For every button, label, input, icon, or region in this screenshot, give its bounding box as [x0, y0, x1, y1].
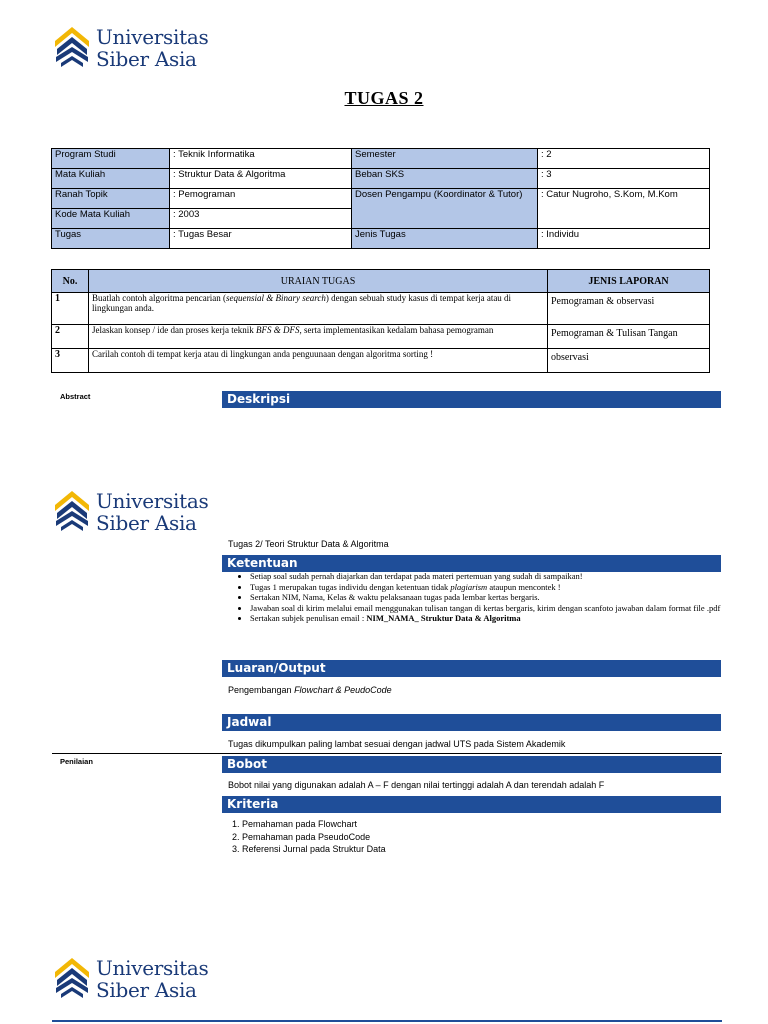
- kriteria-list: [228, 818, 386, 856]
- ranah-topik-label: Ranah Topik: [52, 189, 170, 209]
- luaran-text: [228, 685, 392, 695]
- logo-text-line2: Siber Asia: [96, 47, 197, 71]
- table-row: [52, 349, 710, 373]
- rule-text-italic: plagiarism: [450, 581, 488, 592]
- footer-rule: [52, 1020, 722, 1022]
- task-text-italic: BFS & DFS: [255, 325, 300, 335]
- task-text-italic: sequensial & Binary search: [225, 293, 326, 303]
- luaran-text-italic: Flowchart & PeudoCode: [294, 685, 392, 695]
- table-row: [52, 229, 710, 249]
- ranah-topik-value: : Pemograman: [170, 189, 352, 209]
- task-text: Carilah contoh di tempat kerja atau di lingkungan anda penguunaan dengan algoritma sorting !: [92, 349, 434, 359]
- column-header-uraian: URAIAN TUGAS: [89, 270, 548, 293]
- column-header-jenis: JENIS LAPORAN: [548, 270, 710, 293]
- luaran-heading: Luaran/Output: [222, 660, 721, 677]
- rule-text: Jawaban soal di kirim melalui email menggunakan tulisan tangan di kertas bergaris, kirim dengan scanfoto jawaban dalam format file .pdf: [250, 602, 721, 613]
- rule-text: Setiap soal sudah pernah diajarkan dan terdapat pada materi pertemuan yang sudah di sampaikan!: [250, 571, 583, 581]
- logo-text-line1: Universitas: [96, 489, 209, 513]
- rule-text: ataupun mencontek !: [487, 581, 561, 592]
- jenis-tugas-label: Jenis Tugas: [352, 229, 538, 249]
- university-emblem-icon: [53, 489, 91, 535]
- tugas-label: Tugas: [52, 229, 170, 249]
- penilaian-label: Penilaian: [60, 757, 93, 766]
- table-header-row: [52, 270, 710, 293]
- list-item: 1. Pemahaman pada Flowchart: [242, 818, 386, 831]
- dosen-value: : Catur Nugroho, S.Kom, M.Kom: [538, 189, 710, 229]
- list-item: [250, 613, 740, 624]
- rule-text: Tugas 1 merupakan tugas individu dengan ketentuan tidak: [250, 581, 451, 592]
- task-table: [51, 269, 710, 373]
- bobot-text: Bobot nilai yang digunakan adalah A – F dengan nilai tertinggi adalah A dan terendah adalah F: [228, 780, 605, 790]
- page-title: TUGAS 2: [344, 88, 424, 108]
- task-number: 1: [52, 293, 89, 325]
- university-logo: [53, 489, 213, 537]
- kode-value: : 2003: [170, 209, 352, 229]
- university-logo: [53, 956, 213, 1004]
- rule-text: Sertakan subjek penulisan email :: [250, 613, 367, 623]
- jadwal-text: Tugas dikumpulkan paling lambat sesuai dengan jadwal UTS pada Sistem Akademik: [228, 739, 566, 749]
- university-emblem-icon: [53, 25, 91, 71]
- list-item: [250, 571, 740, 582]
- list-item: [250, 582, 740, 593]
- task-description: [89, 349, 548, 373]
- course-info-table: [51, 148, 710, 249]
- university-emblem-icon: [53, 956, 91, 1002]
- task-text: Jelaskan konsep / ide dan proses kerja teknik: [92, 325, 256, 335]
- kriteria-heading: Kriteria: [222, 796, 721, 813]
- kode-label: Kode Mata Kuliah: [52, 209, 170, 229]
- ketentuan-heading: Ketentuan: [222, 555, 721, 572]
- column-header-no: No.: [52, 270, 89, 293]
- task-report-type: Pemograman & observasi: [548, 293, 710, 325]
- luaran-text-plain: Pengembangan: [228, 685, 295, 695]
- mata-kuliah-label: Mata Kuliah: [52, 169, 170, 189]
- section-divider: [52, 753, 722, 754]
- jenis-tugas-value: : Individu: [538, 229, 710, 249]
- task-report-type: observasi: [548, 349, 710, 373]
- list-item: [250, 592, 740, 603]
- jadwal-heading: Jadwal: [222, 714, 721, 731]
- task-text: ) dengan sebuah study kasus di tempat kerja atau di lingkungan anda.: [92, 293, 512, 313]
- beban-sks-label: Beban SKS: [352, 169, 538, 189]
- rule-text-bold: NIM_NAMA_ Struktur Data & Algoritma: [366, 613, 521, 623]
- university-logo: [53, 25, 213, 73]
- program-studi-value: : Teknik Informatika: [170, 149, 352, 169]
- task-text: , serta implementasikan kedalam bahasa pemograman: [299, 325, 494, 335]
- mata-kuliah-value: : Struktur Data & Algoritma: [170, 169, 352, 189]
- task-number: 2: [52, 325, 89, 349]
- deskripsi-text: Tugas 2/ Teori Struktur Data & Algoritma: [228, 539, 389, 549]
- beban-sks-value: : 3: [538, 169, 710, 189]
- task-report-type: Pemograman & Tulisan Tangan: [548, 325, 710, 349]
- task-description: [89, 293, 548, 325]
- list-item: 3. Referensi Jurnal pada Struktur Data: [242, 843, 386, 856]
- abstract-label: Abstract: [60, 392, 91, 401]
- task-text: Buatlah contoh algoritma pencarian (: [92, 293, 226, 303]
- semester-value: : 2: [538, 149, 710, 169]
- table-row: [52, 189, 710, 209]
- logo-text-line1: Universitas: [96, 956, 209, 980]
- table-row: [52, 293, 710, 325]
- deskripsi-heading: Deskripsi: [222, 391, 721, 408]
- tugas-value: : Tugas Besar: [170, 229, 352, 249]
- task-description: [89, 325, 548, 349]
- bobot-heading: Bobot: [222, 756, 721, 773]
- list-item: [250, 603, 740, 614]
- logo-text-line2: Siber Asia: [96, 978, 197, 1002]
- program-studi-label: Program Studi: [52, 149, 170, 169]
- ketentuan-list: [228, 571, 740, 624]
- table-row: [52, 325, 710, 349]
- table-row: [52, 149, 710, 169]
- table-row: [52, 169, 710, 189]
- rule-text: Sertakan NIM, Nama, Kelas & waktu pelaksanaan tugas pada lembar kertas bergaris.: [250, 592, 540, 602]
- logo-text-line1: Universitas: [96, 25, 209, 49]
- logo-text-line2: Siber Asia: [96, 511, 197, 535]
- list-item: 2. Pemahaman pada PseudoCode: [242, 831, 386, 844]
- task-number: 3: [52, 349, 89, 373]
- semester-label: Semester: [352, 149, 538, 169]
- dosen-label: Dosen Pengampu (Koordinator & Tutor): [352, 189, 538, 229]
